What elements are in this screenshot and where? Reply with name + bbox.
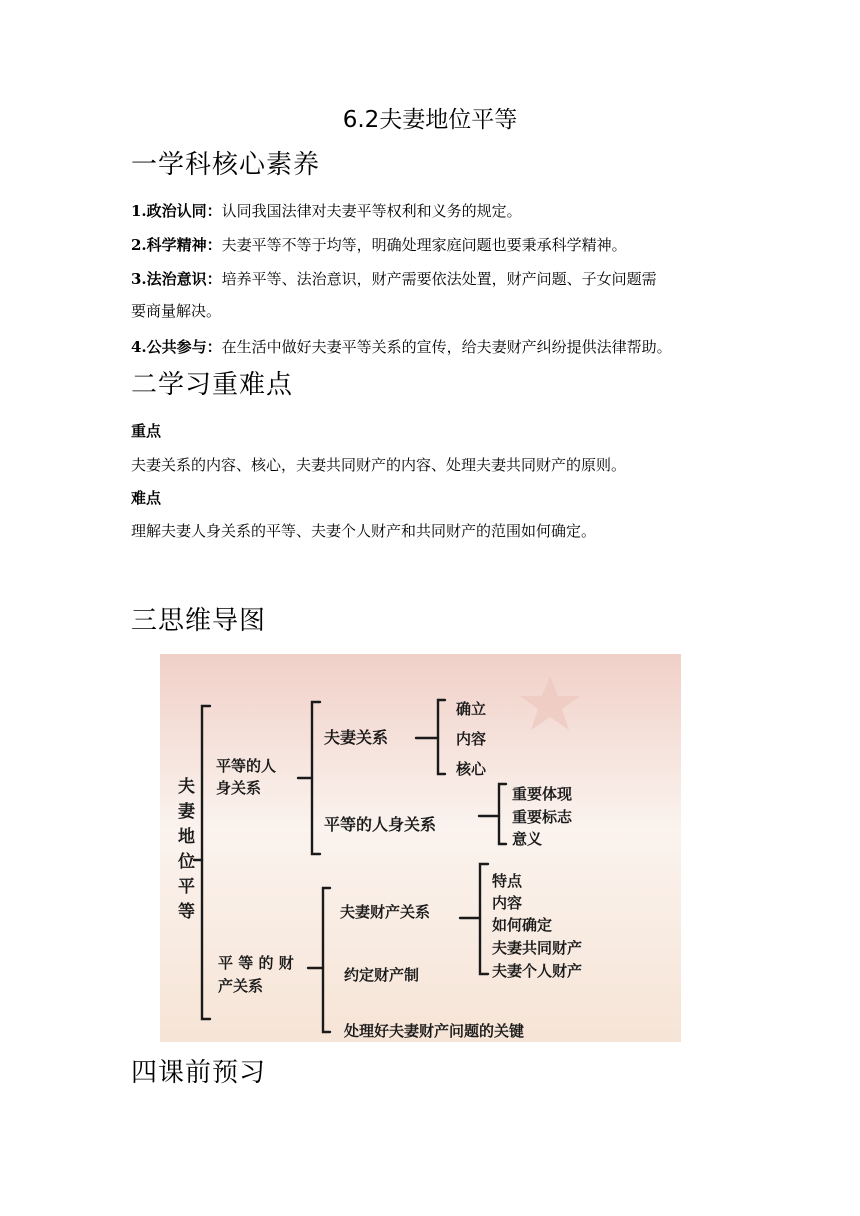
mind-map-leaf: 核心 [456,760,487,778]
mind-map-leaf: 重要体现 [512,785,573,803]
mind-map-leaf: 特点 [492,872,523,890]
mind-map-leaf: 重要标志 [512,808,573,826]
page-title: 6.2夫妻地位平等 [342,107,518,133]
literacy-item-2 [131,234,741,256]
difficult-points-label: 难点 [131,489,162,507]
literacy-item-4-label: 4.公共参与： [131,338,222,356]
mind-map-leaf: 夫妻共同财产 [492,939,583,957]
literacy-item-3-continuation: 要商量解决。 [131,302,222,320]
section-heading-key-difficult: 二学习重难点 [131,370,294,400]
literacy-item-3-label: 3.法治意识： [131,270,222,288]
key-points-label: 重点 [131,422,162,440]
section-heading-preview: 四课前预习 [131,1058,267,1088]
mind-map-leaf: 夫妻个人财产 [492,962,583,980]
mind-map-branch-2-line-2: 产关系 [218,977,264,995]
literacy-item-1-text: 认同我国法律对夫妻平等权利和义务的规定。 [221,202,522,220]
mind-map-leaf: 内容 [492,894,523,912]
mind-map-branch-1-line-1: 平等的人 [216,757,277,775]
section-heading-core-literacy: 一学科核心素养 [131,150,321,180]
mind-map-root: 夫妻地位平等 [178,777,195,922]
mind-map-branch-2-line-1: 平 等 的 财 [218,954,294,972]
difficult-points-text: 理解夫妻人身关系的平等、夫妻个人财产和共同财产的范围如何确定。 [131,522,597,540]
literacy-item-1 [131,200,741,222]
mind-map-node-property-relation: 夫妻财产关系 [340,903,431,921]
literacy-item-1-label: 1.政治认同： [131,202,222,220]
literacy-item-2-label: 2.科学精神： [131,236,222,254]
literacy-item-3-text: 培养平等、法治意识，财产需要依法处置，财产问题、子女问题需 [221,270,657,288]
literacy-item-4-text: 在生活中做好夫妻平等关系的宣传，给夫妻财产纠纷提供法律帮助。 [221,338,672,356]
mind-map-node-agreed-property: 约定财产制 [344,966,420,984]
mind-map-node-couple-relation: 夫妻关系 [324,728,389,747]
mind-map-leaf: 内容 [456,730,487,748]
mind-map-leaf: 确立 [456,700,487,718]
key-points-text: 夫妻关系的内容、核心，夫妻共同财产的内容、处理夫妻共同财产的原则。 [131,456,627,474]
mind-map-leaf: 意义 [512,830,543,848]
mind-map-image [160,654,681,1042]
literacy-item-4 [131,336,741,358]
mind-map-leaf: 如何确定 [492,916,553,934]
mind-map-node-property-key: 处理好夫妻财产问题的关键 [344,1022,525,1040]
section-heading-mind-map: 三思维导图 [131,606,267,636]
literacy-item-2-text: 夫妻平等不等于均等，明确处理家庭问题也要秉承科学精神。 [221,236,627,254]
mind-map-branch-1-line-2: 身关系 [216,779,262,797]
mind-map-node-equal-personal-relation: 平等的人身关系 [324,815,437,834]
literacy-item-3 [131,268,741,290]
